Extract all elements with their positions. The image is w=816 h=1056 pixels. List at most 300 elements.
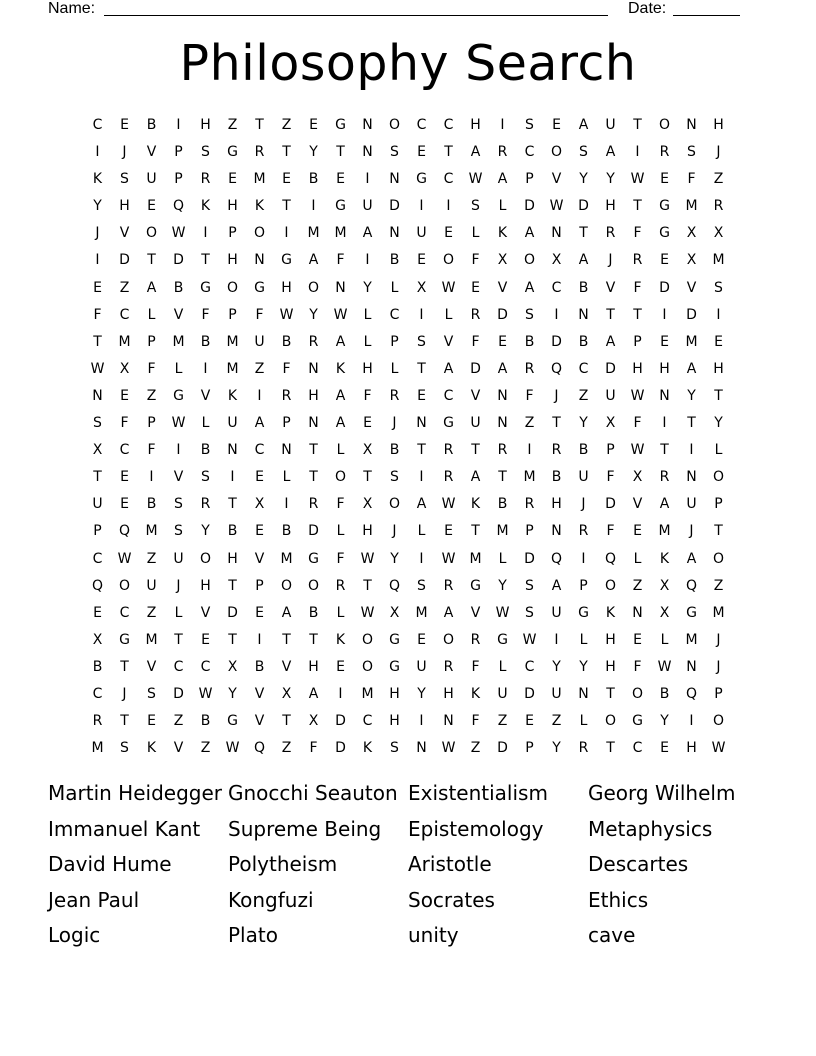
grid-letter: E [309, 117, 318, 133]
word-bank-item: Ethics [588, 887, 649, 912]
grid-letter: T [174, 631, 183, 648]
grid-letter: J [689, 523, 694, 540]
grid-letter: F [633, 225, 642, 242]
grid-letter: N [362, 117, 373, 133]
grid-letter: T [660, 442, 669, 459]
grid-letter: W [522, 631, 537, 648]
grid-letter: Z [524, 415, 535, 432]
grid-letter: H [389, 713, 400, 730]
grid-letter: W [441, 740, 456, 757]
grid-letter: W [630, 171, 645, 188]
grid-letter: N [686, 469, 697, 486]
grid-letter: I [311, 198, 316, 215]
grid-letter: T [93, 469, 102, 486]
grid-letter: M [658, 523, 671, 540]
grid-letter: N [416, 415, 427, 432]
grid-letter: U [470, 415, 481, 432]
grid-letter: R [443, 577, 454, 594]
grid-letter: C [92, 117, 103, 133]
grid-letter: A [308, 252, 319, 269]
grid-letter: O [442, 252, 455, 269]
grid-letter: L [363, 333, 372, 350]
grid-letter: M [523, 469, 536, 486]
grid-letter: W [549, 198, 564, 215]
grid-letter: I [176, 442, 181, 459]
grid-letter: Z [551, 713, 562, 730]
grid-letter: Y [552, 658, 561, 675]
grid-letter: T [309, 469, 318, 486]
word-bank-item: Georg Wilhelm [588, 781, 736, 805]
grid-letter: K [605, 604, 616, 621]
grid-letter: L [336, 442, 345, 459]
letter-grid [84, 112, 732, 762]
grid-letter: N [443, 713, 454, 730]
grid-letter: V [119, 225, 130, 242]
grid-letter: F [606, 469, 615, 486]
grid-letter: C [443, 117, 454, 133]
grid-letter: T [417, 442, 426, 459]
grid-letter: Q [118, 523, 131, 540]
grid-letter: D [119, 252, 130, 269]
grid-letter: O [658, 117, 671, 133]
grid-letter: E [93, 604, 102, 621]
grid-letter: C [119, 442, 130, 459]
grid-letter: Z [713, 577, 724, 594]
grid-letter: A [686, 360, 697, 377]
grid-letter: L [147, 306, 156, 323]
grid-letter: O [712, 550, 725, 567]
grid-letter: B [308, 604, 319, 621]
grid-letter: P [714, 685, 723, 702]
grid-letter: R [443, 658, 454, 675]
grid-letter: Z [146, 550, 157, 567]
grid-letter: V [173, 306, 184, 323]
grid-letter: O [361, 631, 374, 648]
grid-letter: T [498, 469, 507, 486]
grid-letter: R [281, 387, 292, 404]
grid-letter: V [200, 604, 211, 621]
grid-letter: I [419, 469, 424, 486]
grid-letter: L [444, 306, 453, 323]
grid-letter: R [524, 360, 535, 377]
grid-letter: R [632, 252, 643, 269]
grid-letter: B [578, 333, 589, 350]
grid-letter: B [389, 442, 400, 459]
grid-letter: B [281, 333, 292, 350]
grid-letter: N [659, 387, 670, 404]
grid-letter: F [336, 252, 345, 269]
grid-letter: V [173, 740, 184, 757]
grid-letter: S [120, 171, 129, 188]
grid-letter: A [470, 469, 481, 486]
grid-letter: Z [281, 117, 292, 133]
grid-letter: T [282, 144, 291, 161]
grid-letter: I [554, 306, 559, 323]
grid-letter: I [284, 496, 289, 513]
grid-letter: O [712, 713, 725, 730]
grid-letter: S [93, 415, 102, 432]
grid-letter: A [686, 550, 697, 567]
grid-letter: Q [685, 685, 698, 702]
grid-letter: F [93, 306, 102, 323]
grid-letter: H [632, 360, 643, 377]
grid-letter: I [419, 198, 424, 215]
grid-letter: L [579, 713, 588, 730]
grid-letter: H [605, 658, 616, 675]
word-bank-item: cave [588, 923, 636, 948]
grid-letter: Y [390, 550, 399, 567]
grid-letter: U [497, 685, 508, 702]
grid-letter: H [713, 117, 724, 133]
grid-letter: O [361, 658, 374, 675]
grid-letter: I [419, 306, 424, 323]
grid-letter: R [497, 442, 508, 459]
grid-letter: K [470, 685, 481, 702]
grid-letter: E [444, 523, 453, 540]
grid-letter: G [659, 198, 670, 215]
grid-letter: J [122, 685, 127, 702]
word-bank-item: Immanuel Kant [48, 816, 201, 841]
grid-letter: U [686, 496, 697, 513]
grid-letter: S [390, 144, 399, 161]
grid-letter: T [147, 252, 156, 269]
grid-letter: T [282, 198, 291, 215]
grid-letter: K [200, 198, 211, 215]
grid-letter: K [362, 740, 373, 757]
grid-letter: G [389, 658, 400, 675]
grid-letter: O [388, 117, 401, 133]
grid-letter: Y [660, 713, 669, 730]
grid-letter: H [686, 740, 697, 757]
grid-letter: H [308, 387, 319, 404]
grid-letter: N [551, 225, 562, 242]
grid-letter: A [524, 279, 535, 296]
grid-letter: L [174, 360, 183, 377]
grid-letter: B [254, 658, 265, 675]
grid-letter: E [120, 469, 129, 486]
grid-letter: L [498, 658, 507, 675]
grid-letter: I [581, 550, 586, 567]
grid-letter: T [93, 333, 102, 350]
grid-letter: I [338, 685, 343, 702]
grid-letter: P [714, 496, 723, 513]
grid-letter: S [525, 604, 534, 621]
grid-letter: G [227, 713, 238, 730]
grid-letter: H [659, 360, 670, 377]
grid-letter: F [255, 306, 264, 323]
grid-letter: P [606, 442, 615, 459]
grid-letter: E [282, 171, 291, 188]
grid-letter: D [524, 198, 535, 215]
grid-letter: E [228, 171, 237, 188]
grid-letter: E [471, 279, 480, 296]
grid-letter: X [686, 252, 697, 269]
grid-letter: M [496, 523, 509, 540]
grid-letter: W [441, 496, 456, 513]
grid-letter: B [389, 252, 400, 269]
grid-letter: N [362, 144, 373, 161]
grid-letter: M [685, 333, 698, 350]
grid-letter: Z [578, 387, 589, 404]
grid-letter: X [92, 631, 103, 648]
grid-letter: K [254, 198, 265, 215]
grid-letter: U [551, 604, 562, 621]
grid-letter: M [280, 550, 293, 567]
grid-letter: V [632, 496, 643, 513]
grid-letter: D [659, 279, 670, 296]
grid-letter: R [200, 171, 211, 188]
word-bank-item: Metaphysics [588, 816, 713, 841]
grid-letter: L [336, 604, 345, 621]
grid-letter: W [171, 225, 186, 242]
grid-letter: E [444, 225, 453, 242]
grid-letter: J [176, 577, 181, 594]
grid-letter: Z [281, 740, 292, 757]
grid-letter: H [605, 631, 616, 648]
grid-letter: P [579, 577, 588, 594]
grid-letter: G [308, 550, 319, 567]
grid-letter: T [363, 469, 372, 486]
grid-letter: M [685, 198, 698, 215]
grid-letter: T [552, 415, 561, 432]
grid-letter: F [336, 496, 345, 513]
grid-letter: I [527, 442, 532, 459]
grid-letter: T [201, 252, 210, 269]
grid-letter: A [146, 279, 157, 296]
grid-letter: V [146, 658, 157, 675]
grid-letter: S [417, 333, 426, 350]
grid-letter: B [200, 333, 211, 350]
grid-letter: M [145, 631, 158, 648]
grid-letter: N [92, 387, 103, 404]
grid-letter: U [173, 550, 184, 567]
grid-letter: V [254, 550, 265, 567]
grid-letter: A [605, 144, 616, 161]
word-bank-item: Aristotle [408, 852, 492, 877]
grid-letter: O [199, 550, 212, 567]
grid-letter: B [146, 117, 157, 133]
grid-letter: E [714, 333, 723, 350]
grid-letter: P [525, 171, 534, 188]
grid-letter: V [605, 279, 616, 296]
grid-letter: Y [93, 198, 102, 215]
grid-letter: L [282, 469, 291, 486]
grid-letter: K [335, 631, 346, 648]
grid-letter: N [308, 360, 319, 377]
grid-letter: F [471, 333, 480, 350]
grid-letter: V [254, 685, 265, 702]
grid-letter: V [686, 279, 697, 296]
grid-letter: T [579, 225, 588, 242]
grid-letter: S [687, 144, 696, 161]
grid-letter: S [417, 577, 426, 594]
grid-letter: R [659, 144, 670, 161]
grid-letter: A [254, 415, 265, 432]
grid-letter: S [390, 740, 399, 757]
grid-letter: F [282, 360, 291, 377]
grid-letter: A [551, 577, 562, 594]
grid-letter: E [660, 171, 669, 188]
grid-letter: B [578, 442, 589, 459]
grid-letter: E [93, 279, 102, 296]
grid-letter: O [712, 469, 725, 486]
grid-letter: O [604, 577, 617, 594]
grid-letter: L [336, 523, 345, 540]
grid-letter: R [578, 523, 589, 540]
grid-letter: P [282, 415, 291, 432]
grid-letter: O [631, 685, 644, 702]
grid-letter: D [173, 252, 184, 269]
grid-letter: T [309, 631, 318, 648]
grid-letter: X [92, 442, 103, 459]
grid-letter: D [308, 523, 319, 540]
grid-letter: O [118, 577, 131, 594]
grid-letter: X [389, 604, 400, 621]
grid-letter: G [389, 631, 400, 648]
grid-letter: X [254, 496, 265, 513]
grid-letter: P [390, 333, 399, 350]
grid-letter: G [470, 577, 481, 594]
grid-letter: E [417, 387, 426, 404]
grid-letter: C [551, 279, 562, 296]
grid-letter: A [578, 252, 589, 269]
grid-letter: L [660, 631, 669, 648]
grid-letter: I [662, 306, 667, 323]
grid-letter: I [365, 252, 370, 269]
grid-letter: Q [685, 577, 698, 594]
grid-letter: A [497, 360, 508, 377]
grid-letter: F [633, 415, 642, 432]
grid-letter: A [335, 387, 346, 404]
grid-letter: H [227, 252, 238, 269]
date-label: Date: [628, 0, 667, 17]
grid-letter: P [147, 415, 156, 432]
grid-letter: O [604, 713, 617, 730]
grid-letter: I [284, 225, 289, 242]
grid-letter: E [363, 415, 372, 432]
grid-letter: W [711, 740, 726, 757]
grid-letter: C [92, 685, 103, 702]
grid-letter: Q [388, 577, 401, 594]
grid-letter: R [578, 740, 589, 757]
grid-letter: R [470, 306, 481, 323]
grid-letter: W [495, 604, 510, 621]
grid-letter: X [686, 225, 697, 242]
grid-letter: B [551, 469, 562, 486]
grid-letter: T [255, 117, 264, 133]
grid-letter: C [92, 550, 103, 567]
grid-letter: Z [497, 713, 508, 730]
grid-letter: B [497, 496, 508, 513]
grid-letter: C [119, 306, 130, 323]
grid-letter: W [441, 550, 456, 567]
grid-letter: Y [309, 306, 318, 323]
grid-letter: I [554, 631, 559, 648]
grid-letter: C [578, 360, 589, 377]
grid-letter: T [228, 496, 237, 513]
grid-letter: J [122, 144, 127, 161]
grid-letter: P [174, 144, 183, 161]
grid-letter: F [606, 523, 615, 540]
grid-letter: J [608, 252, 613, 269]
grid-letter: C [524, 658, 535, 675]
grid-letter: W [360, 550, 375, 567]
grid-letter: B [578, 279, 589, 296]
grid-letter: R [254, 144, 265, 161]
grid-letter: X [281, 685, 292, 702]
grid-letter: N [551, 523, 562, 540]
grid-letter: C [200, 658, 211, 675]
grid-letter: I [257, 631, 262, 648]
grid-letter: M [253, 171, 266, 188]
grid-letter: T [606, 740, 615, 757]
grid-letter: T [336, 144, 345, 161]
grid-letter: Z [200, 740, 211, 757]
grid-letter: V [551, 171, 562, 188]
grid-letter: N [416, 740, 427, 757]
word-bank-item: Gnocchi Seauton [228, 781, 398, 805]
grid-letter: X [227, 658, 238, 675]
grid-letter: T [633, 117, 642, 133]
grid-letter: R [551, 442, 562, 459]
grid-letter: M [226, 360, 239, 377]
grid-letter: T [282, 631, 291, 648]
grid-letter: M [172, 333, 185, 350]
grid-letter: H [389, 685, 400, 702]
header-line [48, 0, 748, 20]
grid-letter: Y [687, 387, 696, 404]
grid-letter: V [200, 387, 211, 404]
grid-letter: G [416, 171, 427, 188]
grid-letter: V [470, 604, 481, 621]
word-bank-item: Polytheism [228, 852, 338, 877]
name-blank-line [104, 15, 608, 16]
grid-letter: B [227, 523, 238, 540]
grid-letter: Q [91, 577, 104, 594]
grid-letter: R [335, 577, 346, 594]
grid-letter: A [605, 333, 616, 350]
grid-letter: T [471, 523, 480, 540]
grid-letter: O [550, 144, 563, 161]
word-bank-item: Plato [228, 923, 278, 948]
grid-letter: G [254, 279, 265, 296]
grid-letter: N [578, 685, 589, 702]
grid-letter: H [443, 685, 454, 702]
grid-letter: J [581, 496, 586, 513]
grid-letter: R [308, 496, 319, 513]
grid-letter: E [417, 631, 426, 648]
grid-letter: I [95, 252, 100, 269]
word-bank-item: Epistemology [408, 816, 544, 841]
grid-letter: S [201, 469, 210, 486]
grid-letter: I [419, 713, 424, 730]
grid-letter: N [281, 442, 292, 459]
grid-letter: W [441, 279, 456, 296]
grid-letter: Y [579, 415, 588, 432]
grid-letter: P [633, 333, 642, 350]
grid-letter: O [442, 631, 455, 648]
grid-letter: H [470, 117, 481, 133]
grid-letter: M [91, 740, 104, 757]
grid-letter: A [281, 604, 292, 621]
grid-letter: W [198, 685, 213, 702]
grid-letter: Y [201, 523, 210, 540]
grid-letter: G [443, 415, 454, 432]
grid-letter: F [363, 387, 372, 404]
grid-letter: A [308, 685, 319, 702]
date-blank-line [673, 15, 740, 16]
grid-letter: M [118, 333, 131, 350]
